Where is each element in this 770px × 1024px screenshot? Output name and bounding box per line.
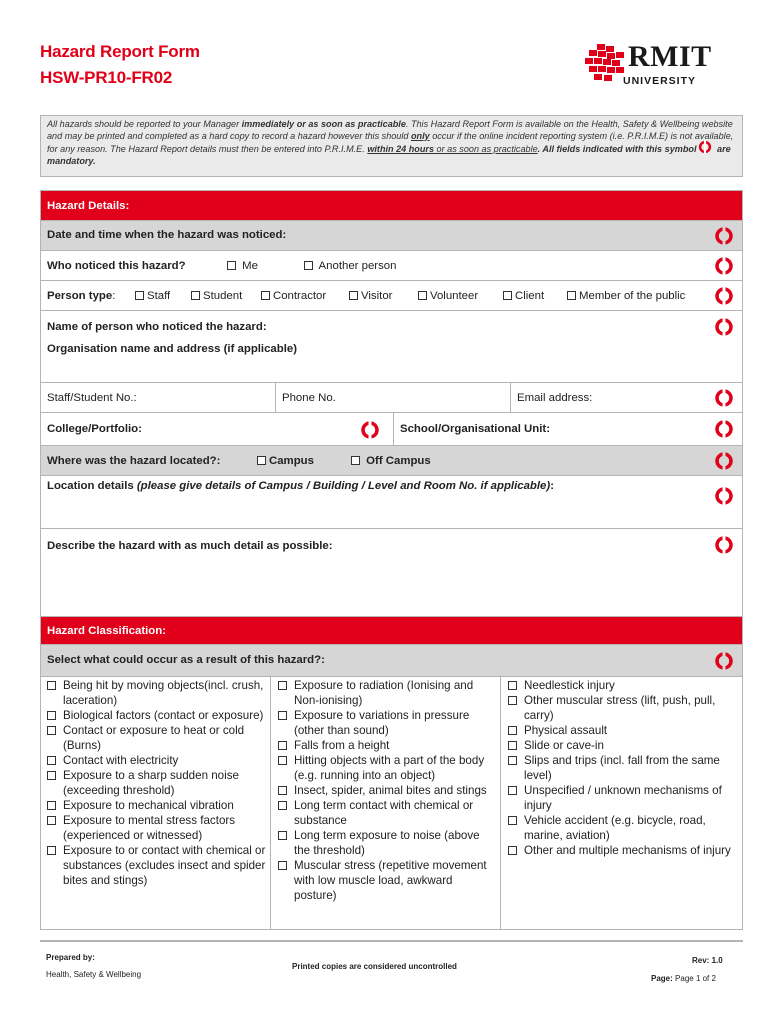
school-label[interactable]: School/Organisational Unit:: [400, 423, 550, 435]
intro-or: or: [434, 144, 448, 155]
person-type-visitor[interactable]: Visitor: [349, 290, 392, 302]
date-label: Date and time when the hazard was noticed:: [47, 229, 287, 241]
mandatory-icon: [714, 286, 734, 306]
hazard-option[interactable]: Vehicle accident (e.g. bicycle, road, marine, aviation): [504, 813, 740, 843]
mandatory-symbol-icon: [696, 142, 714, 153]
date-row[interactable]: [41, 221, 742, 251]
select-occurrence-row: [41, 645, 742, 677]
section-hazard-classification: [41, 617, 742, 645]
hazard-option[interactable]: Other muscular stress (lift, push, pull, carry): [504, 693, 740, 723]
form-code: HSW-PR10-FR02: [40, 68, 173, 87]
hazard-form: [40, 190, 743, 930]
name-label: Name of person who noticed the hazard:: [47, 321, 267, 333]
location-type-row: [41, 446, 742, 476]
person-type-row: Person type: Staff Student Contractor Visitor Volunteer Client Member of the public: [41, 281, 742, 311]
page-number: Page: Page 1 of 2: [651, 974, 716, 983]
intro-text-2: . This Hazard Report Form is available on the Health, Safety & Wellbeing website and may be printed and completed as a hard copy to record a hazard however this should: [47, 119, 733, 141]
intro-bold: immediately or as soon as practicable: [241, 119, 406, 129]
person-type-student[interactable]: Student: [191, 290, 242, 302]
person-type-staff[interactable]: Staff: [135, 290, 170, 302]
rmit-pixel-icon: [583, 44, 627, 84]
prepared-by-label: Prepared by:: [46, 953, 95, 962]
intro-text-4: . All fields indicated with this symbol: [537, 144, 697, 155]
hazard-option[interactable]: Exposure to mental stress factors (experienced or witnessed): [43, 813, 268, 843]
college-row: [41, 413, 742, 446]
intro-text-5: are mandatory.: [47, 144, 731, 166]
hazard-option[interactable]: Physical assault: [504, 723, 740, 738]
who-noticed-row: [41, 251, 742, 281]
mandatory-icon: [714, 388, 734, 408]
intro-text-3: occur if the online incident reporting system (i.e. P.R.I.M.E) is not available, for any reason. The Hazard Report details must then be entered into P.R.I.M.E.: [47, 130, 734, 155]
mandatory-icon: [360, 420, 380, 440]
hazard-options-grid: [41, 677, 742, 929]
org-label: Organisation name and address (if applicable): [47, 343, 298, 355]
person-type-contractor[interactable]: Contractor: [261, 290, 326, 302]
person-type-client[interactable]: Client: [503, 290, 544, 302]
section-heading: Hazard Details:: [47, 200, 130, 212]
footer-divider: [40, 940, 743, 942]
hazard-option[interactable]: Slide or cave-in: [504, 738, 740, 753]
hazard-option[interactable]: Exposure to variations in pressure (other than sound): [274, 708, 496, 738]
describe-row[interactable]: [41, 529, 742, 617]
mandatory-icon: [714, 535, 734, 555]
hazard-option[interactable]: Exposure to a sharp sudden noise (exceeding threshold): [43, 768, 268, 798]
where-option-campus[interactable]: Campus: [257, 455, 314, 467]
hazard-option[interactable]: Contact or exposure to heat or cold (Burns): [43, 723, 268, 753]
prepared-by-dept: Health, Safety & Wellbeing: [46, 970, 142, 979]
location-label: Location details: [47, 480, 137, 492]
hazard-option[interactable]: Muscular stress (repetitive movement with low muscle load, awkward posture): [274, 858, 496, 903]
where-label: Where was the hazard located?:: [47, 455, 221, 467]
mandatory-icon: [714, 419, 734, 439]
mandatory-icon: [714, 451, 734, 471]
hazard-option[interactable]: Biological factors (contact or exposure): [43, 708, 268, 723]
mandatory-icon: [714, 651, 734, 671]
hazard-option[interactable]: Other and multiple mechanisms of injury: [504, 843, 740, 858]
intro-asap: as soon as practicable: [447, 144, 538, 155]
hazard-option[interactable]: Exposure to radiation (Ionising and Non-ionising): [274, 678, 496, 708]
hazard-column-3: [504, 678, 740, 858]
uncontrolled-note: Printed copies are considered uncontrolled: [292, 962, 457, 971]
section-hazard-details: [41, 191, 742, 221]
hazard-option[interactable]: Long term exposure to noise (above the threshold): [274, 828, 496, 858]
hazard-option[interactable]: Unspecified / unknown mechanisms of injury: [504, 783, 740, 813]
hazard-option[interactable]: Long term contact with chemical or substance: [274, 798, 496, 828]
phone-label[interactable]: Phone No.: [282, 392, 336, 404]
select-label: Select what could occur as a result of this hazard?:: [47, 654, 325, 666]
hazard-option[interactable]: Exposure to mechanical vibration: [43, 798, 268, 813]
describe-label: Describe the hazard with as much detail as possible:: [47, 540, 333, 552]
logo-university: UNIVERSITY: [623, 75, 697, 87]
who-label: Who noticed this hazard?: [47, 260, 186, 272]
person-type-label: Person type: [47, 290, 113, 302]
intro-24h: within 24 hours: [367, 144, 435, 155]
revision: Rev: 1.0: [692, 956, 723, 965]
form-title: Hazard Report Form: [40, 42, 200, 61]
rmit-logo: [583, 42, 733, 92]
hazard-column-2: [274, 678, 496, 903]
hazard-option[interactable]: Exposure to or contact with chemical or substances (excludes insect and spider bites and stings): [43, 843, 268, 888]
location-details-row[interactable]: Location details (please give details of Campus / Building / Level and Room No. if applicable):: [41, 476, 742, 529]
who-option-me[interactable]: Me: [227, 260, 258, 272]
location-hint: (please give details of Campus / Building / Level and Room No. if applicable): [136, 480, 551, 492]
mandatory-icon: [714, 317, 734, 337]
mandatory-icon: [714, 486, 734, 506]
checkbox[interactable]: [227, 261, 236, 270]
name-org-row[interactable]: [41, 311, 742, 383]
hazard-option[interactable]: Falls from a height: [274, 738, 496, 753]
where-option-off-campus[interactable]: Off Campus: [351, 455, 431, 467]
logo-wordmark: RMIT: [628, 40, 712, 73]
person-type-volunteer[interactable]: Volunteer: [418, 290, 478, 302]
hazard-option[interactable]: Slips and trips (incl. fall from the same level): [504, 753, 740, 783]
hazard-option[interactable]: Insect, spider, animal bites and stings: [274, 783, 496, 798]
checkbox[interactable]: [304, 261, 313, 270]
staff-no-label[interactable]: Staff/Student No.:: [47, 392, 137, 404]
intro-text-1: All hazards should be reported to your Manager: [47, 119, 242, 129]
college-label[interactable]: College/Portfolio:: [47, 423, 142, 435]
hazard-option[interactable]: Hitting objects with a part of the body (e.g. running into an object): [274, 753, 496, 783]
hazard-option[interactable]: Being hit by moving objects(incl. crush, laceration): [43, 678, 268, 708]
intro-notice: [40, 115, 743, 177]
hazard-option[interactable]: Contact with electricity: [43, 753, 268, 768]
mandatory-icon: [714, 256, 734, 276]
hazard-column-1: [43, 678, 268, 888]
email-label[interactable]: Email address:: [517, 392, 593, 404]
mandatory-icon: [714, 226, 734, 246]
hazard-option[interactable]: Needlestick injury: [504, 678, 740, 693]
who-option-another[interactable]: Another person: [304, 260, 396, 272]
section-heading: Hazard Classification:: [47, 625, 167, 637]
contact-row: [41, 383, 742, 413]
person-type-public[interactable]: Member of the public: [567, 290, 685, 302]
intro-only: only: [410, 130, 430, 141]
